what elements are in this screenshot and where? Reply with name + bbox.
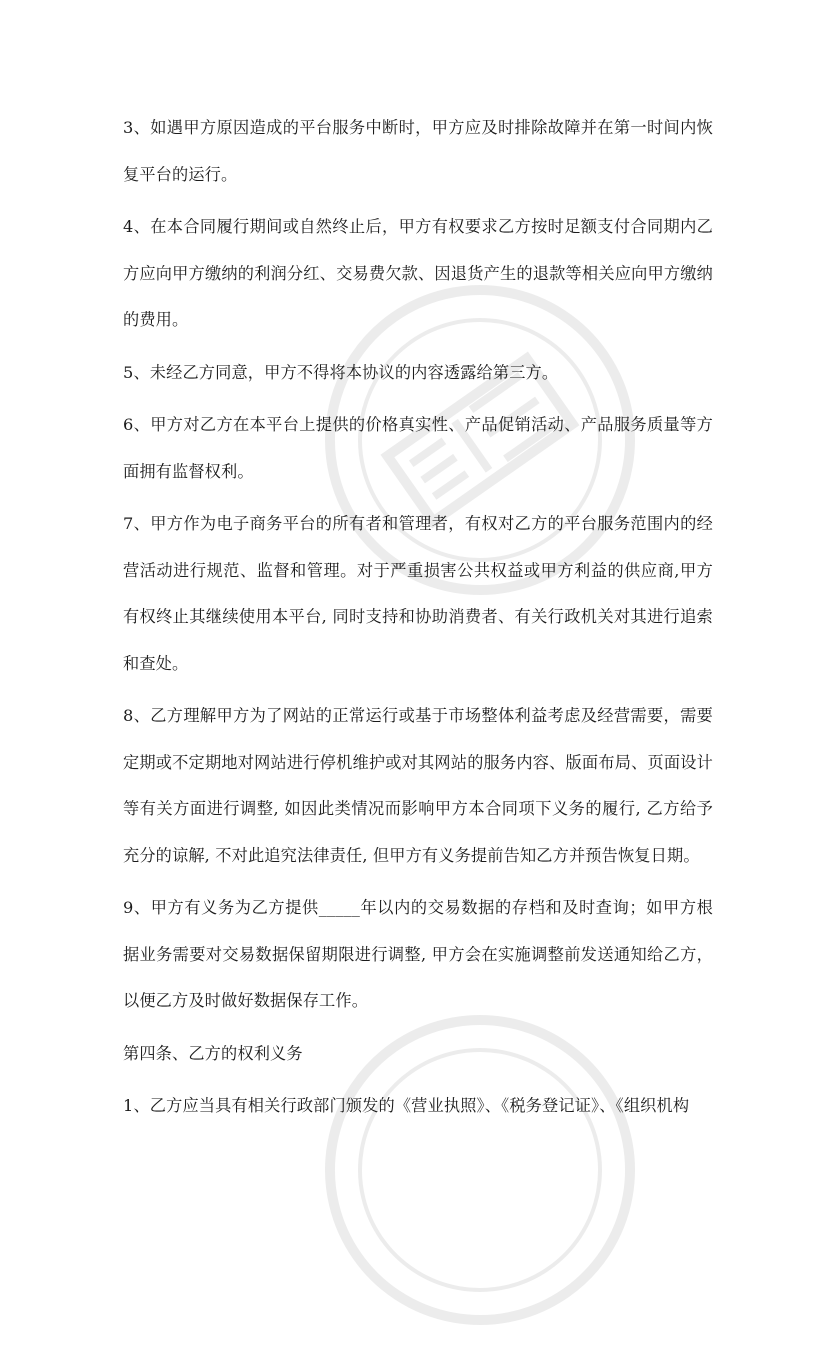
clause-4: 4、在本合同履行期间或自然终止后，甲方有权要求乙方按时足额支付合同期内乙方应向甲方缴纳的利润分红、交易费欠款、因退货产生的退款等相关应向甲方缴纳的费用。 bbox=[123, 217, 713, 329]
clause-9: 9、甲方有义务为乙方提供_____年以内的交易数据的存档和及时查询；如甲方根据业务需要对交易数据保留期限进行调整, 甲方会在实施调整前发送通知给乙方，以便乙方及时做好数据保存工作。 bbox=[123, 898, 713, 1010]
clause-8: 8、乙方理解甲方为了网站的正常运行或基于市场整体利益考虑及经营需要，需要定期或不定期地对网站进行停机维护或对其网站的服务内容、版面布局、页面设计等有关方面进行调整, 如因此类情况而影响甲方本合同项下义务的履行, 乙方给予充分的谅解, 不对此追究法律责任, 但甲方有义务提前告知乙方并预告恢复日期。 bbox=[123, 706, 713, 865]
clause-7: 7、甲方作为电子商务平台的所有者和管理者，有权对乙方的平台服务范围内的经营活动进行规范、监督和管理。对于严重损害公共权益或甲方利益的供应商,甲方有权终止其继续使用本平台, 同时支持和协助消费者、有关行政机关对其进行追索和查处。 bbox=[123, 514, 713, 673]
clause-5: 5、未经乙方同意，甲方不得将本协议的内容透露给第三方。 bbox=[123, 362, 559, 382]
clause-party-b-1: 1、乙方应当具有相关行政部门颁发的《营业执照》、《税务登记证》、《组织机构 bbox=[123, 1096, 690, 1115]
section-heading: 第四条、乙方的权利义务 bbox=[123, 1043, 303, 1063]
contract-body bbox=[123, 105, 713, 1136]
clause-3: 3、如遇甲方原因造成的平台服务中断时，甲方应及时排除故障并在第一时间内恢复平台的运行。 bbox=[123, 118, 713, 184]
clause-6: 6、甲方对乙方在本平台上提供的价格真实性、产品促销活动、产品服务质量等方面拥有监督权利。 bbox=[123, 415, 713, 481]
